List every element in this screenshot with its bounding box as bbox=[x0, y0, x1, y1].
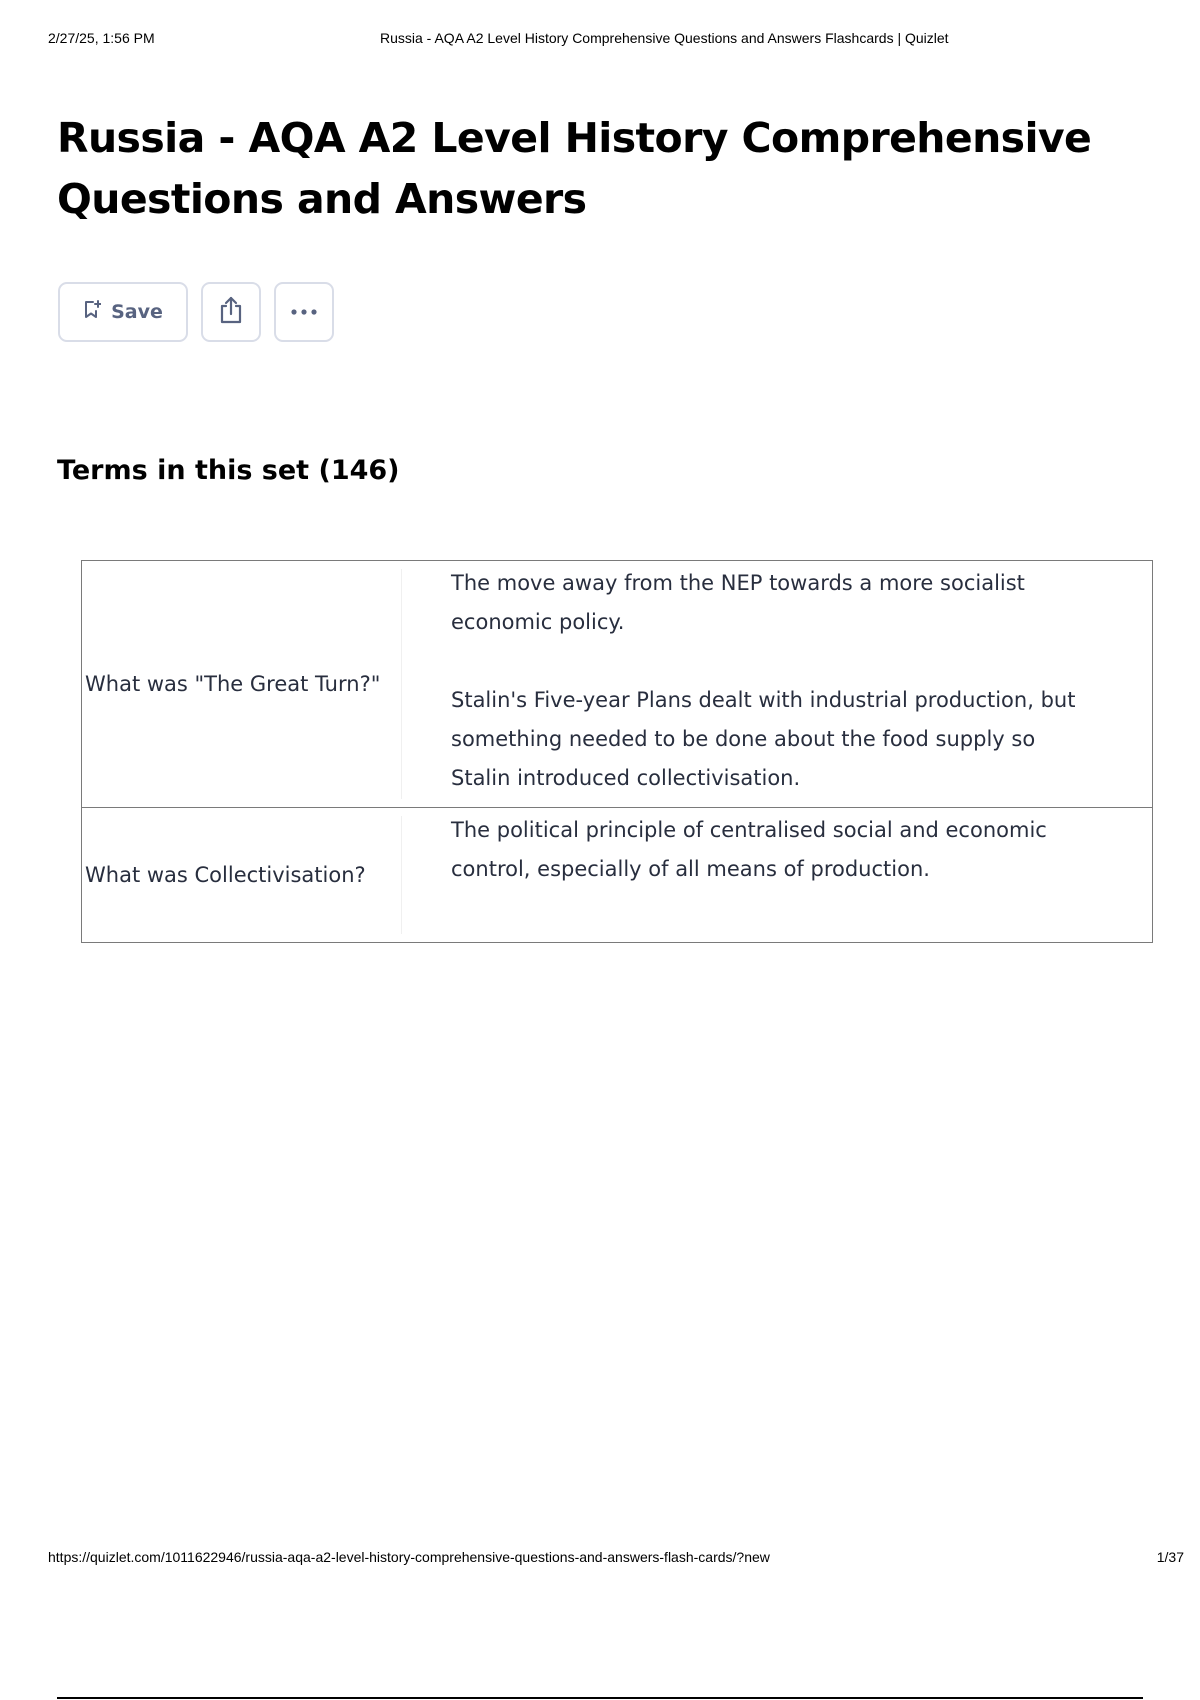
definition-text: The political principle of centralised social and economic control, especially of all means of production. bbox=[451, 818, 1047, 881]
term-text: What was Collectivisation? bbox=[82, 816, 402, 934]
more-options-button[interactable] bbox=[274, 282, 334, 342]
save-button[interactable] bbox=[58, 282, 188, 342]
definition-text: The move away from the NEP towards a more socialist economic policy. Stalin's Five-year Plans dealt with industrial production, but something needed to be done about the food supply so Stalin introduced collectivisation. bbox=[451, 571, 1076, 790]
print-date: 2/27/25, 1:56 PM bbox=[48, 30, 155, 46]
terms-table bbox=[81, 560, 1153, 943]
more-horizontal-icon bbox=[290, 303, 318, 321]
term-row bbox=[82, 807, 1152, 942]
divider bbox=[57, 1697, 1143, 1699]
set-title: Russia - AQA A2 Level History Comprehensive Questions and Answers bbox=[57, 114, 1092, 223]
print-page-title: Russia - AQA A2 Level History Comprehensive Questions and Answers Flashcards | Quizlet bbox=[380, 30, 949, 46]
save-button-label: Save bbox=[111, 301, 163, 323]
bookmark-plus-icon bbox=[83, 300, 101, 325]
share-icon bbox=[217, 295, 245, 330]
print-header bbox=[0, 30, 1200, 50]
page-url: https://quizlet.com/1011622946/russia-aqa-a2-level-history-comprehensive-questions-and-answers-flash-cards/?new bbox=[48, 1549, 770, 1565]
set-actions bbox=[58, 282, 334, 342]
term-text: What was "The Great Turn?" bbox=[82, 569, 402, 799]
terms-heading: Terms in this set (146) bbox=[57, 455, 400, 486]
page-number: 1/37 bbox=[1156, 1549, 1184, 1565]
share-button[interactable] bbox=[201, 282, 261, 342]
term-row bbox=[82, 561, 1152, 807]
